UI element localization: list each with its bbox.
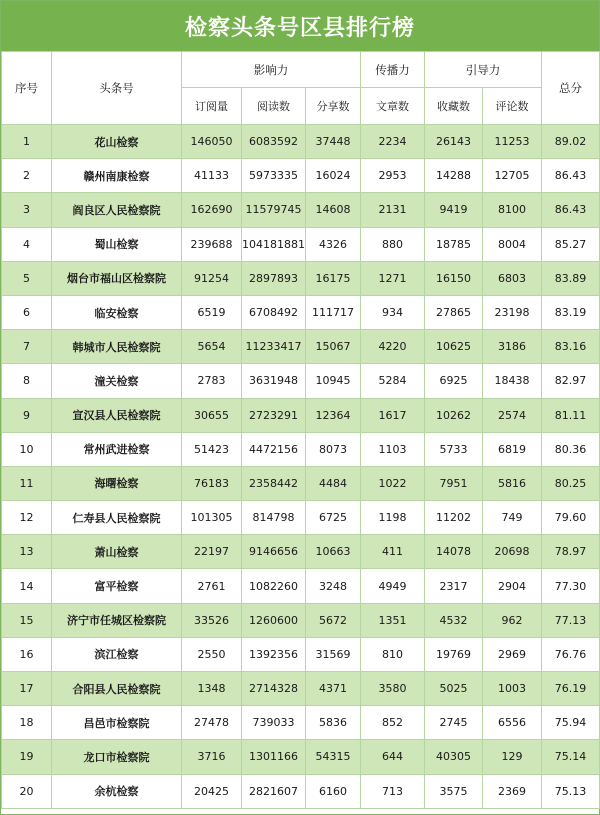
cell-account-name: 富平检察 [52,569,182,603]
cell-rank: 13 [2,535,52,569]
cell-reads: 1301166 [242,740,306,774]
cell-articles: 3580 [361,672,425,706]
cell-comments: 5816 [483,466,542,500]
cell-rank: 1 [2,125,52,159]
cell-total-score: 75.14 [542,740,600,774]
cell-favorites: 16150 [425,261,483,295]
cell-articles: 644 [361,740,425,774]
cell-articles: 1198 [361,501,425,535]
cell-favorites: 4532 [425,603,483,637]
cell-total-score: 76.76 [542,637,600,671]
cell-subscriptions: 2761 [182,569,242,603]
cell-favorites: 10262 [425,398,483,432]
cell-account-name: 潼关检察 [52,364,182,398]
header-total: 总分 [542,52,600,125]
cell-favorites: 2317 [425,569,483,603]
header-comments: 评论数 [483,88,542,125]
cell-articles: 2131 [361,193,425,227]
cell-total-score: 83.89 [542,261,600,295]
cell-account-name: 余杭检察 [52,774,182,808]
header-articles: 文章数 [361,88,425,125]
cell-total-score: 85.27 [542,227,600,261]
cell-subscriptions: 51423 [182,432,242,466]
cell-account-name: 龙口市检察院 [52,740,182,774]
cell-total-score: 86.43 [542,193,600,227]
cell-favorites: 18785 [425,227,483,261]
cell-comments: 129 [483,740,542,774]
cell-subscriptions: 2783 [182,364,242,398]
cell-articles: 934 [361,295,425,329]
cell-total-score: 77.30 [542,569,600,603]
table-row [2,672,600,706]
cell-comments: 749 [483,501,542,535]
cell-subscriptions: 33526 [182,603,242,637]
cell-total-score: 83.16 [542,330,600,364]
cell-comments: 6819 [483,432,542,466]
header-favorites: 收藏数 [425,88,483,125]
cell-articles: 1022 [361,466,425,500]
header-shares: 分享数 [306,88,361,125]
cell-total-score: 81.11 [542,398,600,432]
cell-account-name: 海曙检察 [52,466,182,500]
table-row [2,569,600,603]
table-row [2,535,600,569]
cell-reads: 104181881 [242,227,306,261]
cell-rank: 9 [2,398,52,432]
table-row [2,706,600,740]
cell-reads: 11579745 [242,193,306,227]
cell-account-name: 宣汉县人民检察院 [52,398,182,432]
cell-favorites: 9419 [425,193,483,227]
cell-reads: 4472156 [242,432,306,466]
cell-articles: 4220 [361,330,425,364]
cell-comments: 962 [483,603,542,637]
cell-comments: 1003 [483,672,542,706]
cell-comments: 2574 [483,398,542,432]
cell-shares: 5836 [306,706,361,740]
cell-rank: 15 [2,603,52,637]
cell-shares: 6160 [306,774,361,808]
header-guidance: 引导力 [425,52,542,88]
cell-shares: 10663 [306,535,361,569]
cell-comments: 11253 [483,125,542,159]
cell-articles: 880 [361,227,425,261]
ranking-table [1,51,600,809]
table-row [2,261,600,295]
cell-subscriptions: 27478 [182,706,242,740]
cell-reads: 814798 [242,501,306,535]
cell-total-score: 89.02 [542,125,600,159]
cell-subscriptions: 30655 [182,398,242,432]
table-row [2,637,600,671]
cell-reads: 2714328 [242,672,306,706]
cell-shares: 15067 [306,330,361,364]
header-influence: 影响力 [182,52,361,88]
cell-total-score: 79.60 [542,501,600,535]
cell-account-name: 萧山检察 [52,535,182,569]
cell-comments: 6803 [483,261,542,295]
table-row [2,159,600,193]
cell-rank: 11 [2,466,52,500]
table-row [2,466,600,500]
cell-reads: 5973335 [242,159,306,193]
table-row [2,227,600,261]
header-reads: 阅读数 [242,88,306,125]
table-row [2,193,600,227]
cell-rank: 19 [2,740,52,774]
cell-articles: 713 [361,774,425,808]
cell-reads: 6083592 [242,125,306,159]
cell-account-name: 临安检察 [52,295,182,329]
cell-comments: 6556 [483,706,542,740]
cell-total-score: 83.19 [542,295,600,329]
cell-shares: 4326 [306,227,361,261]
cell-favorites: 5733 [425,432,483,466]
header-account: 头条号 [52,52,182,125]
cell-reads: 3631948 [242,364,306,398]
cell-subscriptions: 41133 [182,159,242,193]
cell-rank: 20 [2,774,52,808]
cell-favorites: 3575 [425,774,483,808]
cell-comments: 2969 [483,637,542,671]
cell-comments: 2369 [483,774,542,808]
cell-reads: 2723291 [242,398,306,432]
cell-favorites: 40305 [425,740,483,774]
cell-account-name: 济宁市任城区检察院 [52,603,182,637]
cell-subscriptions: 239688 [182,227,242,261]
cell-rank: 12 [2,501,52,535]
cell-rank: 14 [2,569,52,603]
cell-favorites: 11202 [425,501,483,535]
cell-account-name: 滨江检察 [52,637,182,671]
cell-rank: 16 [2,637,52,671]
cell-favorites: 14288 [425,159,483,193]
table-row [2,364,600,398]
cell-total-score: 82.97 [542,364,600,398]
cell-subscriptions: 3716 [182,740,242,774]
cell-rank: 4 [2,227,52,261]
cell-rank: 7 [2,330,52,364]
table-row [2,125,600,159]
cell-rank: 2 [2,159,52,193]
cell-subscriptions: 5654 [182,330,242,364]
cell-subscriptions: 6519 [182,295,242,329]
cell-shares: 12364 [306,398,361,432]
cell-total-score: 80.25 [542,466,600,500]
cell-articles: 5284 [361,364,425,398]
cell-total-score: 86.43 [542,159,600,193]
cell-account-name: 仁寿县人民检察院 [52,501,182,535]
cell-favorites: 14078 [425,535,483,569]
cell-shares: 10945 [306,364,361,398]
cell-comments: 3186 [483,330,542,364]
cell-articles: 852 [361,706,425,740]
cell-articles: 2953 [361,159,425,193]
cell-favorites: 6925 [425,364,483,398]
cell-articles: 1271 [361,261,425,295]
table-body [2,125,600,809]
cell-rank: 10 [2,432,52,466]
cell-reads: 2897893 [242,261,306,295]
cell-shares: 16024 [306,159,361,193]
cell-comments: 2904 [483,569,542,603]
cell-account-name: 烟台市福山区检察院 [52,261,182,295]
cell-favorites: 19769 [425,637,483,671]
cell-subscriptions: 22197 [182,535,242,569]
table-row [2,603,600,637]
cell-articles: 411 [361,535,425,569]
cell-reads: 11233417 [242,330,306,364]
header-subscriptions: 订阅量 [182,88,242,125]
cell-account-name: 昌邑市检察院 [52,706,182,740]
cell-reads: 2358442 [242,466,306,500]
cell-comments: 20698 [483,535,542,569]
cell-rank: 8 [2,364,52,398]
cell-subscriptions: 76183 [182,466,242,500]
cell-shares: 5672 [306,603,361,637]
cell-subscriptions: 91254 [182,261,242,295]
cell-shares: 111717 [306,295,361,329]
cell-subscriptions: 162690 [182,193,242,227]
cell-comments: 8004 [483,227,542,261]
cell-account-name: 花山检察 [52,125,182,159]
header-rank: 序号 [2,52,52,125]
cell-total-score: 77.13 [542,603,600,637]
cell-total-score: 75.13 [542,774,600,808]
cell-favorites: 10625 [425,330,483,364]
cell-articles: 2234 [361,125,425,159]
cell-rank: 3 [2,193,52,227]
cell-shares: 54315 [306,740,361,774]
cell-total-score: 76.19 [542,672,600,706]
cell-articles: 4949 [361,569,425,603]
cell-shares: 31569 [306,637,361,671]
table-row [2,740,600,774]
cell-shares: 3248 [306,569,361,603]
cell-favorites: 7951 [425,466,483,500]
cell-account-name: 赣州南康检察 [52,159,182,193]
cell-subscriptions: 101305 [182,501,242,535]
cell-reads: 1392356 [242,637,306,671]
cell-articles: 810 [361,637,425,671]
table-row [2,774,600,808]
cell-reads: 739033 [242,706,306,740]
cell-shares: 4484 [306,466,361,500]
cell-shares: 8073 [306,432,361,466]
cell-articles: 1617 [361,398,425,432]
cell-account-name: 阎良区人民检察院 [52,193,182,227]
cell-favorites: 26143 [425,125,483,159]
cell-favorites: 2745 [425,706,483,740]
cell-favorites: 27865 [425,295,483,329]
header-spread: 传播力 [361,52,425,88]
table-row [2,432,600,466]
table-row [2,501,600,535]
cell-total-score: 80.36 [542,432,600,466]
cell-account-name: 常州武进检察 [52,432,182,466]
cell-reads: 2821607 [242,774,306,808]
cell-shares: 4371 [306,672,361,706]
cell-rank: 5 [2,261,52,295]
cell-total-score: 75.94 [542,706,600,740]
cell-subscriptions: 20425 [182,774,242,808]
cell-shares: 14608 [306,193,361,227]
cell-shares: 37448 [306,125,361,159]
cell-total-score: 78.97 [542,535,600,569]
cell-account-name: 蜀山检察 [52,227,182,261]
cell-comments: 8100 [483,193,542,227]
table-row [2,330,600,364]
cell-articles: 1351 [361,603,425,637]
cell-comments: 18438 [483,364,542,398]
cell-reads: 1082260 [242,569,306,603]
cell-rank: 17 [2,672,52,706]
cell-rank: 18 [2,706,52,740]
table-row [2,398,600,432]
cell-reads: 1260600 [242,603,306,637]
cell-favorites: 5025 [425,672,483,706]
cell-reads: 6708492 [242,295,306,329]
cell-articles: 1103 [361,432,425,466]
cell-rank: 6 [2,295,52,329]
table-header [2,52,600,125]
table-row [2,295,600,329]
cell-comments: 23198 [483,295,542,329]
cell-account-name: 韩城市人民检察院 [52,330,182,364]
cell-subscriptions: 1348 [182,672,242,706]
cell-shares: 6725 [306,501,361,535]
cell-subscriptions: 146050 [182,125,242,159]
page-title: 检察头条号区县排行榜 [1,1,599,51]
cell-account-name: 合阳县人民检察院 [52,672,182,706]
cell-subscriptions: 2550 [182,637,242,671]
cell-shares: 16175 [306,261,361,295]
cell-reads: 9146656 [242,535,306,569]
cell-comments: 12705 [483,159,542,193]
